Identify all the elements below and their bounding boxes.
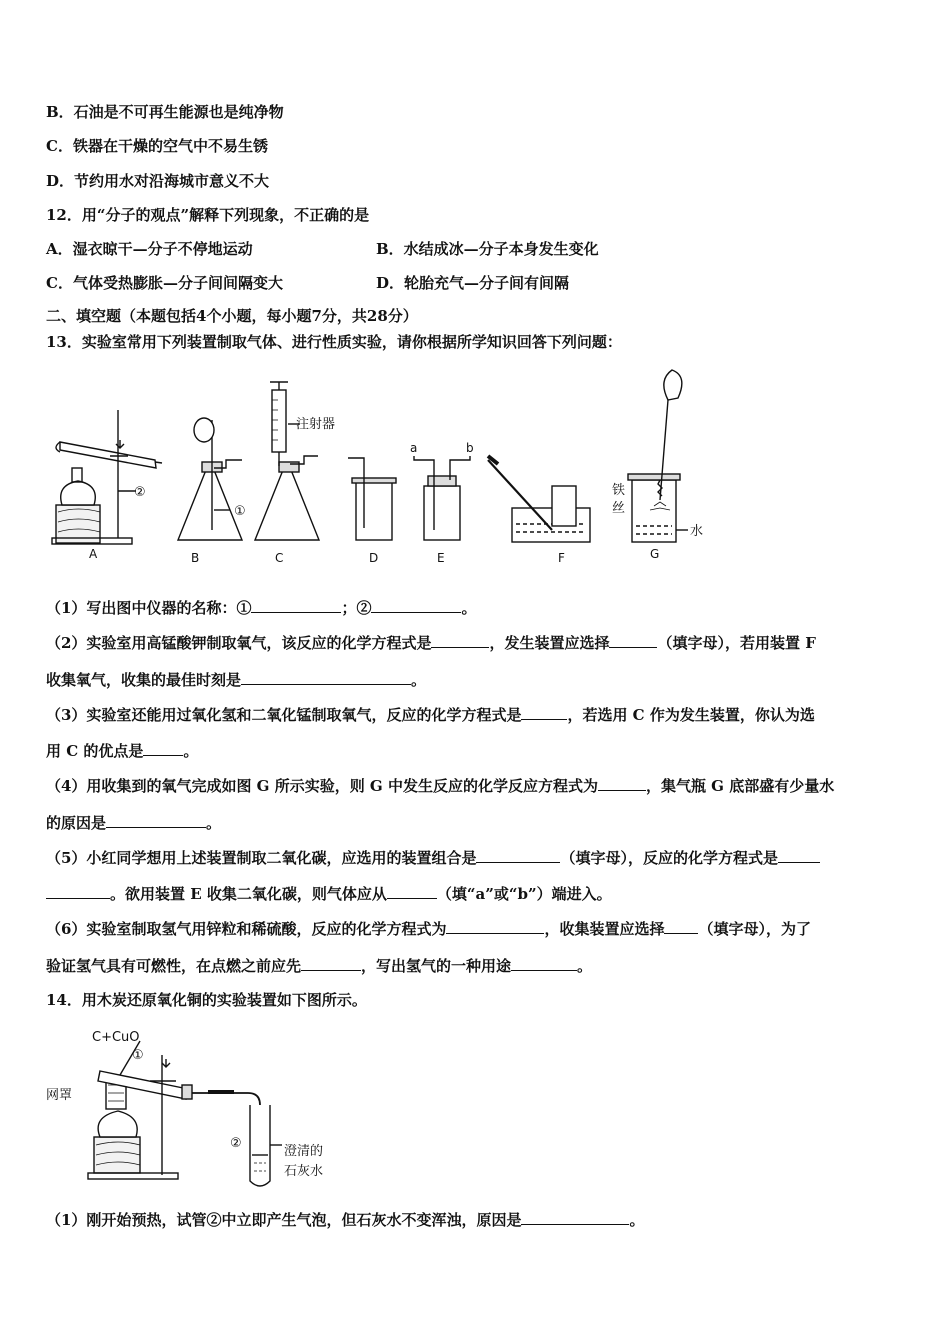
answer-blank[interactable] [46, 884, 110, 899]
q13-part-2-line-1: （2）实验室用高锰酸钾制取氧气，该反应的化学方程式是 ，发生装置应选择 （填字母），若用装置 F [46, 634, 816, 652]
answer-blank[interactable] [521, 705, 567, 720]
answer-blank[interactable] [511, 956, 577, 971]
marker-circle-1: ① [234, 504, 246, 519]
answer-blank[interactable] [431, 633, 489, 648]
label-g: G [650, 547, 660, 561]
section-2-heading: 二、填空题（本题包括4个小题，每小题7分，共28分） [46, 307, 418, 325]
gauze-label: 网罩 [46, 1088, 73, 1103]
apparatus-g [628, 370, 688, 542]
question-13-stem: 13．实验室常用下列装置制取气体、进行性质实验，请你根据所学知识回答下列问题： [46, 333, 622, 351]
port-b-label: b [466, 441, 474, 455]
q13-part-4-line-1: （4）用收集到的氧气完成如图 G 所示实验，则 G 中发生反应的化学反应方程式为 ，集气瓶 G 底部盛有少量水 [46, 777, 835, 795]
marker-circle-2: ② [134, 485, 146, 500]
apparatus-c [255, 382, 319, 540]
apparatus-e [414, 456, 470, 540]
label-c: C [275, 551, 284, 565]
q13-part-5-line-2: 。欲用装置 E 收集二氧化碳，则气体应从 （填“a”或“b”）端进入。 [46, 884, 612, 904]
label-a: A [89, 547, 98, 561]
q13-part-3-line-1: （3）实验室还能用过氧化氢和二氧化锰制取氧气，反应的化学方程式是 ，若选用 C 作为发生装置，你认为选 [46, 706, 815, 724]
q13-part-4-line-2: 的原因是 。 [46, 814, 222, 832]
answer-blank[interactable] [251, 598, 341, 613]
port-a-label: a [410, 441, 418, 455]
option-b-q12: B．水结成冰—分子本身发生变化 [376, 240, 599, 258]
marker-circle-2: ② [230, 1136, 242, 1151]
answer-blank[interactable] [241, 670, 411, 685]
question-14-stem: 14．用木炭还原氧化铜的实验装置如下图所示。 [46, 991, 367, 1009]
answer-blank[interactable] [143, 741, 183, 756]
water-label: 水 [690, 524, 704, 539]
answer-blank[interactable] [476, 848, 560, 863]
label-d: D [369, 551, 379, 565]
answer-blank[interactable] [664, 919, 698, 934]
question-12-stem: 12．用“分子的观点”解释下列现象，不正确的是 [46, 206, 370, 224]
marker-circle-1: ① [132, 1048, 144, 1063]
label-b: B [191, 551, 200, 565]
label-e: E [437, 551, 445, 565]
answer-blank[interactable] [778, 848, 820, 863]
syringe-label: 注射器 [296, 417, 336, 432]
limewater-label-2: 石灰水 [284, 1164, 324, 1179]
option-d-q11: D．节约用水对沿海城市意义不大 [46, 172, 270, 190]
apparatus-b [178, 418, 242, 540]
q13-part-1: （1）写出图中仪器的名称：① ；② 。 [46, 599, 477, 617]
option-b-q11: B．石油是不可再生能源也是纯净物 [46, 103, 284, 121]
apparatus-a [52, 410, 162, 544]
figure-q14-apparatus [0, 1015, 950, 1185]
answer-blank[interactable] [446, 919, 544, 934]
iron-wire-label-2: 丝 [612, 501, 626, 516]
q13-part-5-line-1: （5）小红同学想用上述装置制取二氧化碳，应选用的装置组合是 （填字母），反应的化学方程式是 [46, 848, 820, 868]
answer-blank[interactable] [301, 956, 361, 971]
option-c-q11: C．铁器在干燥的空气中不易生锈 [46, 137, 268, 155]
figure-q13-apparatus [0, 360, 950, 580]
answer-blank[interactable] [387, 884, 437, 899]
iron-wire-label-1: 铁 [612, 483, 626, 498]
apparatus-f [488, 456, 590, 542]
answer-blank[interactable] [598, 776, 646, 791]
q13-part-6-line-2: 验证氢气具有可燃性，在点燃之前应先 ，写出氢气的一种用途 。 [46, 957, 593, 975]
reactants-label: C+CuO [92, 1030, 140, 1045]
q14-part-1: （1）刚开始预热，试管②中立即产生气泡，但石灰水不变浑浊，原因是 。 [46, 1211, 645, 1229]
apparatus-d [348, 458, 396, 540]
limewater-label-1: 澄清的 [284, 1144, 324, 1159]
q13-part-2-line-2: 收集氧气，收集的最佳时刻是 。 [46, 671, 427, 689]
answer-blank[interactable] [106, 813, 206, 828]
label-f: F [558, 551, 565, 565]
option-a-q12: A．湿衣晾干—分子不停地运动 [46, 240, 253, 258]
answer-blank[interactable] [521, 1210, 629, 1225]
q13-part-6-line-1: （6）实验室制取氢气用锌粒和稀硫酸，反应的化学方程式为 ，收集装置应选择 （填字母），为了 [46, 920, 811, 938]
answer-blank[interactable] [371, 598, 461, 613]
option-d-q12: D．轮胎充气—分子间有间隔 [376, 274, 570, 292]
option-c-q12: C．气体受热膨胀—分子间间隔变大 [46, 274, 283, 292]
q13-part-3-line-2: 用 C 的优点是 。 [46, 742, 199, 760]
answer-blank[interactable] [609, 633, 657, 648]
